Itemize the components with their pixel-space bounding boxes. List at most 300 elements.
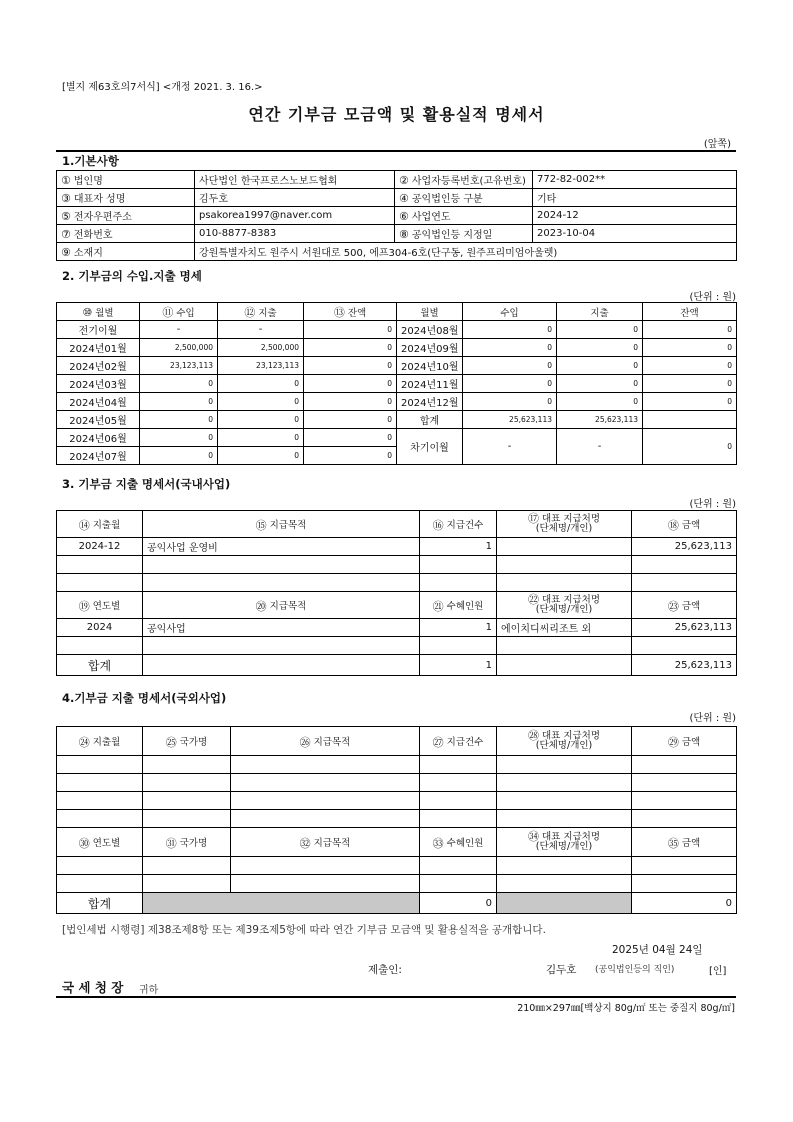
item-number-icon: ⑭ bbox=[78, 518, 90, 532]
column-header bbox=[497, 592, 632, 619]
income-cell-text: 0 bbox=[547, 361, 552, 370]
item-number-icon: ③ bbox=[61, 192, 71, 205]
column-header-text: 연도별 bbox=[92, 601, 121, 612]
seal-mark: [인] bbox=[709, 966, 727, 977]
column-header-text: 수입 bbox=[176, 307, 195, 319]
item-number-icon: ⑲ bbox=[78, 599, 90, 613]
field-value-text: 기타 bbox=[537, 194, 557, 205]
total-count bbox=[420, 893, 497, 914]
month-cell-text: 2024년08월 bbox=[401, 326, 459, 337]
expense-cell bbox=[218, 411, 304, 429]
total-count bbox=[420, 655, 497, 676]
payee-name-text: 에이치디씨리조트 외 bbox=[501, 624, 592, 635]
balance-cell bbox=[304, 375, 397, 393]
table-row bbox=[57, 756, 737, 774]
table-row bbox=[57, 225, 737, 243]
item-number-icon: ⑳ bbox=[255, 599, 267, 613]
column-header-text: 수입 bbox=[500, 307, 519, 319]
balance-cell bbox=[643, 375, 737, 393]
balance-cell-text: 0 bbox=[727, 397, 732, 406]
field-label bbox=[395, 225, 533, 243]
column-header-text: 지급목적 bbox=[269, 601, 307, 612]
empty-cell bbox=[420, 637, 497, 655]
month-cell bbox=[57, 429, 140, 447]
month-cell-text: 전기이월 bbox=[78, 326, 118, 337]
month-cell-text: 2024년12월 bbox=[401, 398, 459, 409]
column-header bbox=[57, 592, 143, 619]
beneficiary-count bbox=[420, 619, 497, 637]
field-label bbox=[57, 243, 195, 261]
empty-cell bbox=[57, 810, 143, 828]
income-cell-text: 0 bbox=[547, 325, 552, 334]
column-header-text: 수혜인원 bbox=[446, 601, 484, 612]
field-value-text: 010-8877-8383 bbox=[199, 228, 277, 239]
month-cell bbox=[397, 411, 463, 429]
item-number-icon: ⑯ bbox=[432, 518, 444, 532]
submitter-label: 제출인: bbox=[368, 964, 402, 976]
item-number-icon: ⑬ bbox=[333, 306, 345, 319]
table-row bbox=[57, 375, 737, 393]
balance-cell bbox=[304, 339, 397, 357]
balance-cell-text: 0 bbox=[387, 451, 392, 460]
total-amount-text: 25,623,113 bbox=[674, 659, 732, 671]
column-header bbox=[420, 828, 497, 857]
item-number-icon: ⑮ bbox=[255, 518, 267, 532]
column-header-text: 금액 bbox=[681, 838, 701, 849]
income-cell-text: - bbox=[176, 324, 181, 335]
month-cell bbox=[57, 375, 140, 393]
empty-cell bbox=[420, 810, 497, 828]
empty-cell bbox=[632, 756, 737, 774]
expense-amount bbox=[632, 538, 737, 556]
expense-cell-text: 23,123,113 bbox=[256, 361, 299, 370]
column-header-text: 지급건수 bbox=[446, 737, 484, 748]
balance-cell bbox=[643, 321, 737, 339]
item-number-icon: ㉗ bbox=[432, 735, 444, 749]
field-value bbox=[533, 207, 737, 225]
expense-cell-text: 0 bbox=[294, 433, 299, 442]
month-cell bbox=[397, 357, 463, 375]
empty-cell bbox=[632, 574, 737, 592]
table-row bbox=[57, 429, 737, 447]
empty-cell bbox=[497, 574, 632, 592]
balance-cell bbox=[304, 393, 397, 411]
table-row bbox=[57, 655, 737, 676]
month-cell bbox=[57, 393, 140, 411]
column-header-text: 대표 지급처명 bbox=[541, 730, 601, 742]
field-label bbox=[395, 207, 533, 225]
income-cell-text: 0 bbox=[547, 379, 552, 388]
expense-amount-text: 25,623,113 bbox=[674, 541, 732, 552]
item-number-icon: ㉝ bbox=[432, 836, 444, 850]
carry-balance bbox=[643, 429, 737, 465]
item-number-icon: ⑥ bbox=[399, 210, 409, 223]
expense-cell-text: - bbox=[258, 324, 263, 335]
column-header-text: 국가명 bbox=[179, 737, 208, 748]
column-header bbox=[140, 303, 218, 321]
item-number-icon: ⑰ bbox=[527, 511, 539, 525]
item-number-icon: ㉔ bbox=[78, 735, 90, 749]
month-cell bbox=[397, 393, 463, 411]
income-cell bbox=[140, 447, 218, 465]
empty-cell bbox=[420, 875, 497, 893]
balance-cell bbox=[304, 357, 397, 375]
column-header-text: 월별 bbox=[95, 307, 114, 319]
income-cell bbox=[140, 429, 218, 447]
table-row bbox=[57, 243, 737, 261]
column-header bbox=[218, 303, 304, 321]
income-cell bbox=[463, 321, 557, 339]
front-side-label: (앞쪽) bbox=[703, 139, 731, 150]
expense-purpose-text: 공익사업 운영비 bbox=[147, 543, 218, 554]
column-header bbox=[57, 511, 143, 538]
expense-cell-text: 2,500,000 bbox=[260, 343, 299, 352]
month-cell bbox=[57, 411, 140, 429]
balance-cell-text: 0 bbox=[727, 379, 732, 388]
balance-cell-text: 0 bbox=[387, 397, 392, 406]
carry-expense bbox=[557, 429, 643, 465]
expense-cell-text: 0 bbox=[633, 325, 638, 334]
month-cell-text: 2024년02월 bbox=[69, 362, 127, 373]
expense-cell bbox=[218, 375, 304, 393]
month-cell-text: 2024년11월 bbox=[401, 380, 459, 391]
empty-cell bbox=[632, 556, 737, 574]
income-cell-text: 0 bbox=[547, 343, 552, 352]
balance-cell bbox=[304, 447, 397, 465]
column-header-text: 지출월 bbox=[92, 520, 121, 531]
empty-cell bbox=[420, 774, 497, 792]
section3-unit: (단위 : 원) bbox=[689, 499, 736, 510]
item-number-icon: ㉙ bbox=[667, 735, 679, 749]
table-row bbox=[57, 357, 737, 375]
section1-heading: 1.기본사항 bbox=[62, 154, 119, 168]
empty-cell bbox=[497, 875, 632, 893]
empty-cell bbox=[497, 774, 632, 792]
column-header-text: 지급건수 bbox=[446, 520, 484, 531]
field-value-text: 772-82-002** bbox=[537, 174, 606, 185]
table-row bbox=[57, 207, 737, 225]
field-label bbox=[57, 225, 195, 243]
field-label-text: 사업연도 bbox=[411, 212, 451, 223]
income-cell-text: 0 bbox=[208, 379, 213, 388]
empty-cell bbox=[420, 756, 497, 774]
income-cell-text: 25,623,113 bbox=[509, 415, 552, 424]
balance-cell bbox=[304, 429, 397, 447]
column-header bbox=[420, 727, 497, 756]
column-header bbox=[643, 303, 737, 321]
empty-cell bbox=[143, 556, 420, 574]
column-header-text: 지출 bbox=[590, 307, 609, 319]
expense-cell-text: 0 bbox=[633, 379, 638, 388]
expense-cell bbox=[218, 357, 304, 375]
empty-cell bbox=[231, 792, 420, 810]
month-cell bbox=[57, 447, 140, 465]
column-header-subtext: (단체명/개인) bbox=[535, 841, 593, 853]
table-row bbox=[57, 321, 737, 339]
month-cell bbox=[397, 339, 463, 357]
total-amount bbox=[632, 893, 737, 914]
empty-cell bbox=[497, 655, 632, 676]
empty-cell bbox=[420, 556, 497, 574]
item-number-icon: ㉟ bbox=[667, 836, 679, 850]
column-header bbox=[57, 303, 140, 321]
column-header bbox=[143, 592, 420, 619]
total-count-text: 0 bbox=[485, 897, 492, 909]
form-reference: [별지 제63호의7서식] <개정 2021. 3. 16.> bbox=[62, 82, 263, 93]
table-row bbox=[57, 303, 737, 321]
expense-month bbox=[57, 538, 143, 556]
column-header-text: 지급목적 bbox=[313, 737, 351, 748]
column-header-text: 연도별 bbox=[92, 838, 121, 849]
column-header bbox=[632, 727, 737, 756]
item-number-icon: ④ bbox=[399, 192, 409, 205]
column-header-text: 지급목적 bbox=[313, 838, 351, 849]
balance-cell bbox=[304, 411, 397, 429]
balance-cell-text: 0 bbox=[727, 343, 732, 352]
recipient: 국 세 청 장 bbox=[62, 980, 124, 995]
month-cell bbox=[397, 375, 463, 393]
disclosure-statement: [법인세법 시행령] 제38조제8항 또는 제39조제5항에 따라 연간 기부금 모금액 및 활용실적을 공개합니다. bbox=[62, 924, 546, 936]
column-header bbox=[143, 828, 231, 857]
item-number-icon: ⑪ bbox=[162, 306, 174, 319]
carry-expense-text: - bbox=[597, 441, 602, 452]
empty-cell bbox=[143, 574, 420, 592]
empty-cell bbox=[497, 857, 632, 875]
table-row bbox=[57, 875, 737, 893]
table-row bbox=[57, 893, 737, 914]
month-cell bbox=[57, 321, 140, 339]
income-cell-text: 23,123,113 bbox=[170, 361, 213, 370]
beneficiary-count-text: 1 bbox=[485, 622, 492, 633]
column-header bbox=[420, 592, 497, 619]
column-header bbox=[143, 511, 420, 538]
expense-cell bbox=[557, 339, 643, 357]
expense-cell-text: 0 bbox=[633, 361, 638, 370]
expense-cell bbox=[557, 393, 643, 411]
expense-purpose-text: 공익사업 bbox=[147, 624, 186, 635]
field-value bbox=[533, 189, 737, 207]
field-label-text: 공익법인등 구분 bbox=[411, 194, 483, 205]
field-label bbox=[395, 189, 533, 207]
carry-forward-label bbox=[397, 429, 463, 465]
income-cell-text: 0 bbox=[208, 415, 213, 424]
column-header bbox=[397, 303, 463, 321]
income-expense-table bbox=[56, 302, 737, 465]
empty-cell bbox=[420, 574, 497, 592]
expense-cell bbox=[557, 411, 643, 429]
item-number-icon: ㉚ bbox=[78, 836, 90, 850]
month-cell-text: 2024년10월 bbox=[401, 362, 459, 373]
income-cell bbox=[463, 357, 557, 375]
empty-cell bbox=[632, 857, 737, 875]
payee-name bbox=[497, 619, 632, 637]
balance-cell-text: 0 bbox=[387, 415, 392, 424]
expense-cell-text: 0 bbox=[294, 415, 299, 424]
column-header-text: 대표 지급처명 bbox=[541, 831, 601, 843]
expense-cell bbox=[218, 393, 304, 411]
expense-year-text: 2024 bbox=[86, 622, 113, 633]
total-amount bbox=[632, 655, 737, 676]
table-row bbox=[57, 189, 737, 207]
submission-date: 2025년 04월 24일 bbox=[612, 944, 703, 956]
empty-cell bbox=[420, 857, 497, 875]
field-value bbox=[195, 243, 737, 261]
field-label bbox=[395, 171, 533, 189]
field-value-text: 2023-10-04 bbox=[537, 228, 596, 239]
month-cell-text: 합계 bbox=[419, 416, 440, 427]
column-header-text: 월별 bbox=[420, 307, 439, 319]
balance-cell-text: 0 bbox=[387, 361, 392, 370]
total-label bbox=[57, 893, 143, 914]
month-cell-text: 2024년03월 bbox=[69, 380, 127, 391]
field-value-text: 김두호 bbox=[199, 194, 228, 205]
expense-amount bbox=[632, 619, 737, 637]
balance-cell-text: 0 bbox=[387, 343, 392, 352]
month-cell-text: 2024년04월 bbox=[69, 398, 127, 409]
income-cell-text: 0 bbox=[208, 397, 213, 406]
column-header-text: 지출월 bbox=[92, 737, 121, 748]
payee-name bbox=[497, 538, 632, 556]
empty-cell bbox=[143, 756, 231, 774]
section2-heading: 2. 기부금의 수입.지출 명세 bbox=[62, 269, 202, 283]
month-cell bbox=[57, 339, 140, 357]
empty-cell bbox=[57, 756, 143, 774]
empty-cell bbox=[231, 875, 420, 893]
income-cell bbox=[140, 321, 218, 339]
paper-spec: 210㎜×297㎜[백상지 80g/㎡ 또는 중질지 80g/㎡] bbox=[517, 1003, 735, 1014]
item-number-icon: ㉛ bbox=[165, 836, 177, 850]
field-value bbox=[195, 225, 395, 243]
domestic-expense-table bbox=[56, 510, 737, 676]
income-cell-text: 2,500,000 bbox=[174, 343, 213, 352]
empty-cell bbox=[231, 756, 420, 774]
empty-cell bbox=[632, 637, 737, 655]
column-header bbox=[231, 727, 420, 756]
table-row bbox=[57, 511, 737, 538]
carry-forward-label-text: 차기이월 bbox=[410, 443, 449, 454]
column-header bbox=[632, 828, 737, 857]
expense-cell bbox=[557, 375, 643, 393]
income-cell bbox=[463, 375, 557, 393]
empty-cell bbox=[57, 574, 143, 592]
income-cell bbox=[140, 411, 218, 429]
field-value bbox=[195, 207, 395, 225]
expense-year bbox=[57, 619, 143, 637]
item-number-icon: ⑩ bbox=[82, 306, 93, 319]
empty-cell bbox=[632, 875, 737, 893]
item-number-icon: ㉑ bbox=[432, 599, 444, 613]
column-header bbox=[632, 592, 737, 619]
column-header bbox=[420, 511, 497, 538]
expense-cell-text: 25,623,113 bbox=[595, 415, 638, 424]
empty-cell bbox=[497, 810, 632, 828]
field-label bbox=[57, 171, 195, 189]
empty-cell bbox=[632, 792, 737, 810]
table-row bbox=[57, 810, 737, 828]
carry-balance-text: 0 bbox=[727, 442, 732, 451]
month-cell-text: 2024년06월 bbox=[69, 434, 127, 445]
item-number-icon: ⑨ bbox=[61, 246, 71, 259]
expense-cell-text: 0 bbox=[633, 343, 638, 352]
income-cell bbox=[140, 339, 218, 357]
field-value-text: 강원특별자치도 원주시 서원대로 500, 에프304-6호(단구동, 원주프리미엄아울렛) bbox=[199, 248, 558, 259]
field-label bbox=[57, 207, 195, 225]
table-row bbox=[57, 411, 737, 429]
month-cell-text: 2024년01월 bbox=[69, 344, 127, 355]
expense-cell bbox=[218, 429, 304, 447]
column-header bbox=[143, 727, 231, 756]
empty-cell bbox=[231, 857, 420, 875]
column-header bbox=[57, 828, 143, 857]
column-header-text: 잔액 bbox=[347, 307, 367, 319]
column-header-text: 금액 bbox=[681, 520, 701, 531]
item-number-icon: ⑦ bbox=[61, 228, 71, 241]
balance-cell bbox=[643, 393, 737, 411]
expense-cell bbox=[557, 321, 643, 339]
column-header-text: 대표 지급처명 bbox=[541, 594, 601, 606]
balance-cell-text: 0 bbox=[387, 433, 392, 442]
empty-cell bbox=[57, 792, 143, 810]
table-row bbox=[57, 774, 737, 792]
income-cell bbox=[463, 411, 557, 429]
empty-cell bbox=[143, 774, 231, 792]
expense-purpose bbox=[143, 538, 420, 556]
expense-purpose bbox=[143, 619, 420, 637]
shaded-cell bbox=[497, 893, 632, 914]
empty-cell bbox=[231, 810, 420, 828]
field-value-text: 2024-12 bbox=[537, 210, 579, 221]
column-header bbox=[231, 828, 420, 857]
table-row bbox=[57, 828, 737, 857]
column-header bbox=[304, 303, 397, 321]
column-header-subtext: (단체명/개인) bbox=[535, 740, 593, 752]
recipient-suffix: 귀하 bbox=[139, 985, 159, 996]
field-value bbox=[533, 171, 737, 189]
column-header-text: 수혜인원 bbox=[446, 838, 484, 849]
item-number-icon: ㉖ bbox=[299, 735, 311, 749]
balance-cell bbox=[304, 321, 397, 339]
field-value bbox=[195, 189, 395, 207]
column-header-text: 대표 지급처명 bbox=[541, 513, 601, 525]
empty-cell bbox=[57, 637, 143, 655]
field-value bbox=[195, 171, 395, 189]
item-number-icon: ㉘ bbox=[527, 728, 539, 742]
column-header-text: 금액 bbox=[681, 737, 701, 748]
item-number-icon: ㉒ bbox=[527, 592, 539, 606]
income-cell bbox=[140, 393, 218, 411]
column-header-text: 국가명 bbox=[179, 838, 208, 849]
column-header bbox=[557, 303, 643, 321]
expense-cell bbox=[218, 339, 304, 357]
empty-cell bbox=[143, 875, 231, 893]
balance-cell-text: 0 bbox=[387, 379, 392, 388]
item-number-icon: ⑫ bbox=[244, 306, 256, 319]
item-number-icon: ㉜ bbox=[299, 836, 311, 850]
expense-amount-text: 25,623,113 bbox=[674, 622, 732, 633]
field-label-text: 법인명 bbox=[73, 176, 103, 187]
column-header bbox=[632, 511, 737, 538]
month-cell bbox=[57, 357, 140, 375]
overseas-expense-table bbox=[56, 726, 737, 914]
expense-cell-text: 0 bbox=[633, 397, 638, 406]
column-header-text: 지급목적 bbox=[269, 520, 307, 531]
table-row bbox=[57, 637, 737, 655]
income-cell-text: 0 bbox=[547, 397, 552, 406]
expense-cell bbox=[557, 357, 643, 375]
expense-month-text: 2024-12 bbox=[78, 541, 121, 552]
section4-heading: 4.기부금 지출 명세서(국외사업) bbox=[62, 691, 227, 705]
balance-cell-text: 0 bbox=[727, 361, 732, 370]
